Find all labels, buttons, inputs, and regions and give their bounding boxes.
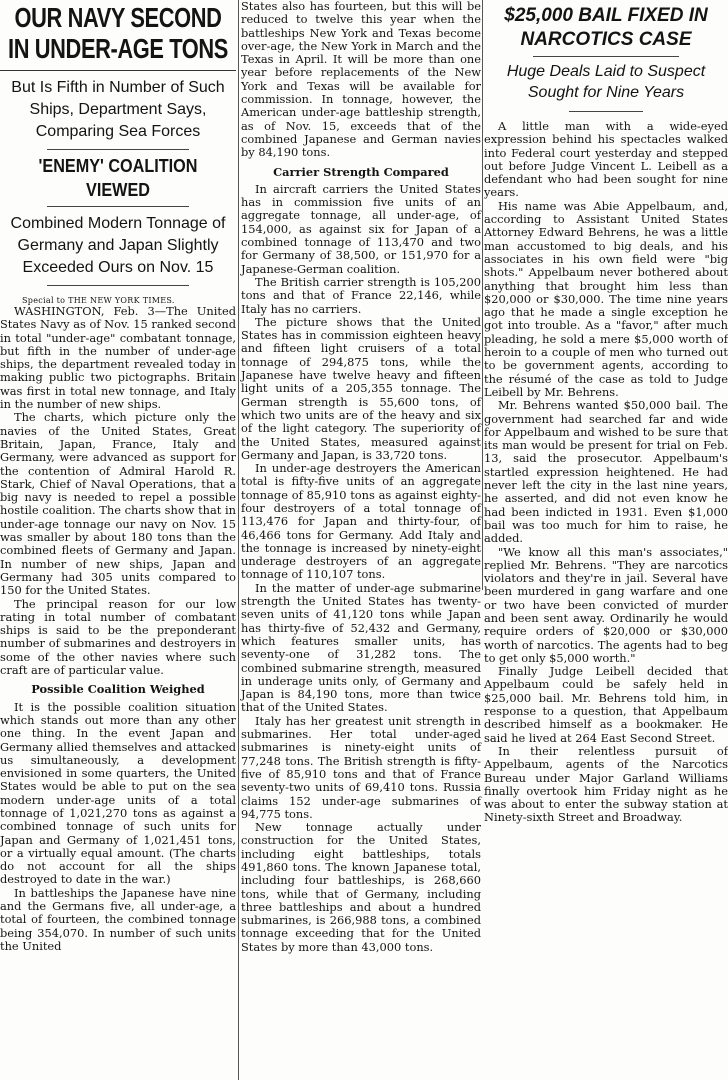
paragraph: In aircraft carriers the United States has in commission five units of an aggregate tonnage, all under-age, of 154,000, as against six for Japan of a combined tonnage of 113,470 and two for Germany of 38,500, or 151,970 for a Japanese-German coalition. <box>241 181 481 276</box>
paragraph: Mr. Behrens wanted $50,000 bail. The government had searched far and wide for Appelbaum and wished to be sure that its man would be present for trial on Feb. 13, said the prosecutor. Appelbaum's startled expression heightened. He had never left the city in the last nine years, he asserted, and did not even know he had been indicted in 1931. Even $1,000 bail was too much for him to raise, he added. <box>484 398 728 546</box>
right-article <box>484 0 728 825</box>
paragraph: WASHINGTON, Feb. 3—The United States Navy as of Nov. 15 ranked second in total "under-age" combatant tonnage, but fifth in the number of under-age ships, the department revealed today in making public two pictographs. Britain was first in total new tonnage, and Italy in the number of new ships. <box>0 304 236 412</box>
headline-divider <box>0 70 236 71</box>
deck-divider <box>533 56 679 57</box>
article-deck-2: 'ENEMY' COALITION VIEWED <box>38 156 198 200</box>
paragraph: In the matter of under-age submarine strength the United States has twenty-seven units of 41,120 tons while Japan has thirty-five of 52,432 and Germany, which features smaller units, has seventy-one of 31,282 tons. The combined submarine strength, measured in underage units only, of Germany and Japan is 84,190 tons, more than twice that of the United States. <box>241 580 481 715</box>
paragraph: Italy has her greatest unit strength in submarines. Her total under-aged submarines is ninety-eight units of 77,248 tons. The British strength is fifty-five of 85,910 tons and that of France seventy-two units of 69,410 tons. Russia claims 152 under-age submarines of 94,775 tons. <box>241 713 481 821</box>
article-deck-3: Combined Modern Tonnage of Germany and Japan Slightly Exceeded Ours on Nov. 15 <box>10 215 226 276</box>
paragraph: New tonnage actually under construction for the United States, including eight battleships, totals 491,860 tons. The known Japanese total, including four battleships, is 268,660 tons, while that of Germany, including three battleships and about a hundred submarines, is 266,988 tons, a combined tonnage exceeding that for the United States by more than 43,000 tons. <box>241 820 481 954</box>
article-body <box>241 0 481 954</box>
paragraph: "We know all this man's associates," replied Mr. Behrens. "They are narcotics violators and they're in jail. Several have been murdered in gang warfare and one or two have been convicted of murder and been sent away. Ordinarily he would require orders of $20,000 or $30,000 worth of narcotics. The agents had to beg to get only $5,000 worth." <box>484 544 728 665</box>
subhead: Possible Coalition Weighed <box>31 682 205 697</box>
article-headline: $25,000 BAIL FIXED IN NARCOTICS CASE <box>504 5 708 50</box>
left-article <box>0 0 236 1080</box>
paragraph: It is the possible coalition situation which stands out more than any other one thing. In the event Japan and Germany allied themselves and attacked us simultaneously, a development envisioned in some quarters, the United States would be able to put on the sea modern under-age units of a total tonnage of 1,021,270 tons as against a combined tonnage of such units for Japan and Germany of 1,021,451 tons, or a virtually equal amount. (The charts do not account for all the ships destroyed to date in the war.) <box>0 699 236 887</box>
paragraph: States also has fourteen, but this will be reduced to twelve this year when the battleships New York and Texas become over-age, the New York in March and the Texas in April. It will be more than one year before replacements of the New York and Texas will be available for commission. In tonnage, however, the American under-age battleship strength, as of Nov. 15, exceeds that of the combined Japanese and German navies by 84,190 tons. <box>241 0 481 160</box>
deck-divider <box>47 149 189 150</box>
article-headline: OUR NAVY SECOND IN UNDER-AGE TONS <box>8 2 228 64</box>
column-rule-1 <box>238 0 239 1080</box>
deck-divider <box>47 206 189 207</box>
paragraph: The charts, which picture only the navies of the United States, Great Britain, Japan, France, Italy and Germany, were advanced as support for the contention of Admiral Harold R. Stark, Chief of Naval Operations, that a big navy is needed to repel a possible hostile coalition. The charts show that in under-age tonnage our navy on Nov. 15 was smaller by about 180 tons than the combined fleets of Germany and Japan. In number of new ships, Japan and Germany had 305 units compared to 150 for the United States. <box>0 410 236 598</box>
deck-divider <box>569 111 642 112</box>
middle-column <box>241 0 481 1080</box>
subhead: Carrier Strength Compared <box>273 164 449 179</box>
paragraph: The principal reason for our low rating in total number of combatant ships is said to be the preponderant number of submarines and destroyers in some of the other navies where such craft are of particular value. <box>0 596 236 678</box>
paragraph: In their relentless pursuit of Appelbaum, agents of the Narcotics Bureau under Major Garland Williams finally overtook him Friday night as he was about to enter the subway station at Ninety-sixth Street and Broadway. <box>484 743 728 825</box>
paragraph: His name was Abie Appelbaum, and, according to Assistant United States Attorney Edward Behrens, he was a little man accustomed to big deals, and his associates in his own field were "big shots." Appelbaum never bothered about anything that brought him less than $20,000 or $30,000. The time nine years ago that he made a single exception he got into trouble. As a "favor," after much pleading, he sold a mere $5,000 worth of heroin to a couple of men who turned out to be government agents, according to the résumé of the case as told to Judge Leibell by Mr. Behrens. <box>484 198 728 399</box>
special-credit: Special to THE NEW YORK TIMES. <box>22 296 175 305</box>
article-deck-1: But Is Fifth in Number of Such Ships, Department Says, Comparing Sea Forces <box>11 79 225 140</box>
article-deck: Huge Deals Laid to Suspect Sought for Nine Years <box>506 63 706 101</box>
column-rule-2 <box>482 0 483 590</box>
article-body <box>484 120 728 825</box>
deck-divider <box>47 285 189 286</box>
paragraph: In battleships the Japanese have nine and the Germans five, all under-age, a total of fourteen, the combined tonnage being 354,070. In number of such units the United <box>0 885 236 953</box>
paragraph: Finally Judge Leibell decided that Appelbaum could be safely held in $25,000 bail. Mr. Behrens told him, in response to a question, that Appelbaum described himself as a bookmaker. He said he lived at 264 East Second Street. <box>484 664 728 745</box>
paragraph: In under-age destroyers the American total is fifty-five units of an aggregate tonnage of 85,910 tons as against eighty-four destroyers of a total tonnage of 113,476 for Japan and thirty-four, of 46,466 tons for Germany. Add Italy and the tonnage is increased by ninety-eight underage destroyers of an aggregate tonnage of 110,107 tons. <box>241 461 481 582</box>
paragraph: The British carrier strength is 105,200 tons and that of France 22,146, while Italy has no carriers. <box>241 274 481 316</box>
paragraph: The picture shows that the United States has in commission eighteen heavy and fifteen light cruisers of a total tonnage of 294,875 tons, while the Japanese have twelve heavy and fifteen light units of a 205,355 tonnage. The German strength is 55,600 tons, of which two units are of the heavy and six of the light category. The superiority of the United States, measured against Germany and Japan, is 33,720 tons. <box>241 314 481 462</box>
paragraph: A little man with a wide-eyed expression behind his spectacles walked into Federal court yesterday and stepped out before Judge Vincent L. Leibell as a defendant who had been sought for nine years. <box>484 119 728 200</box>
article-body <box>0 305 236 953</box>
